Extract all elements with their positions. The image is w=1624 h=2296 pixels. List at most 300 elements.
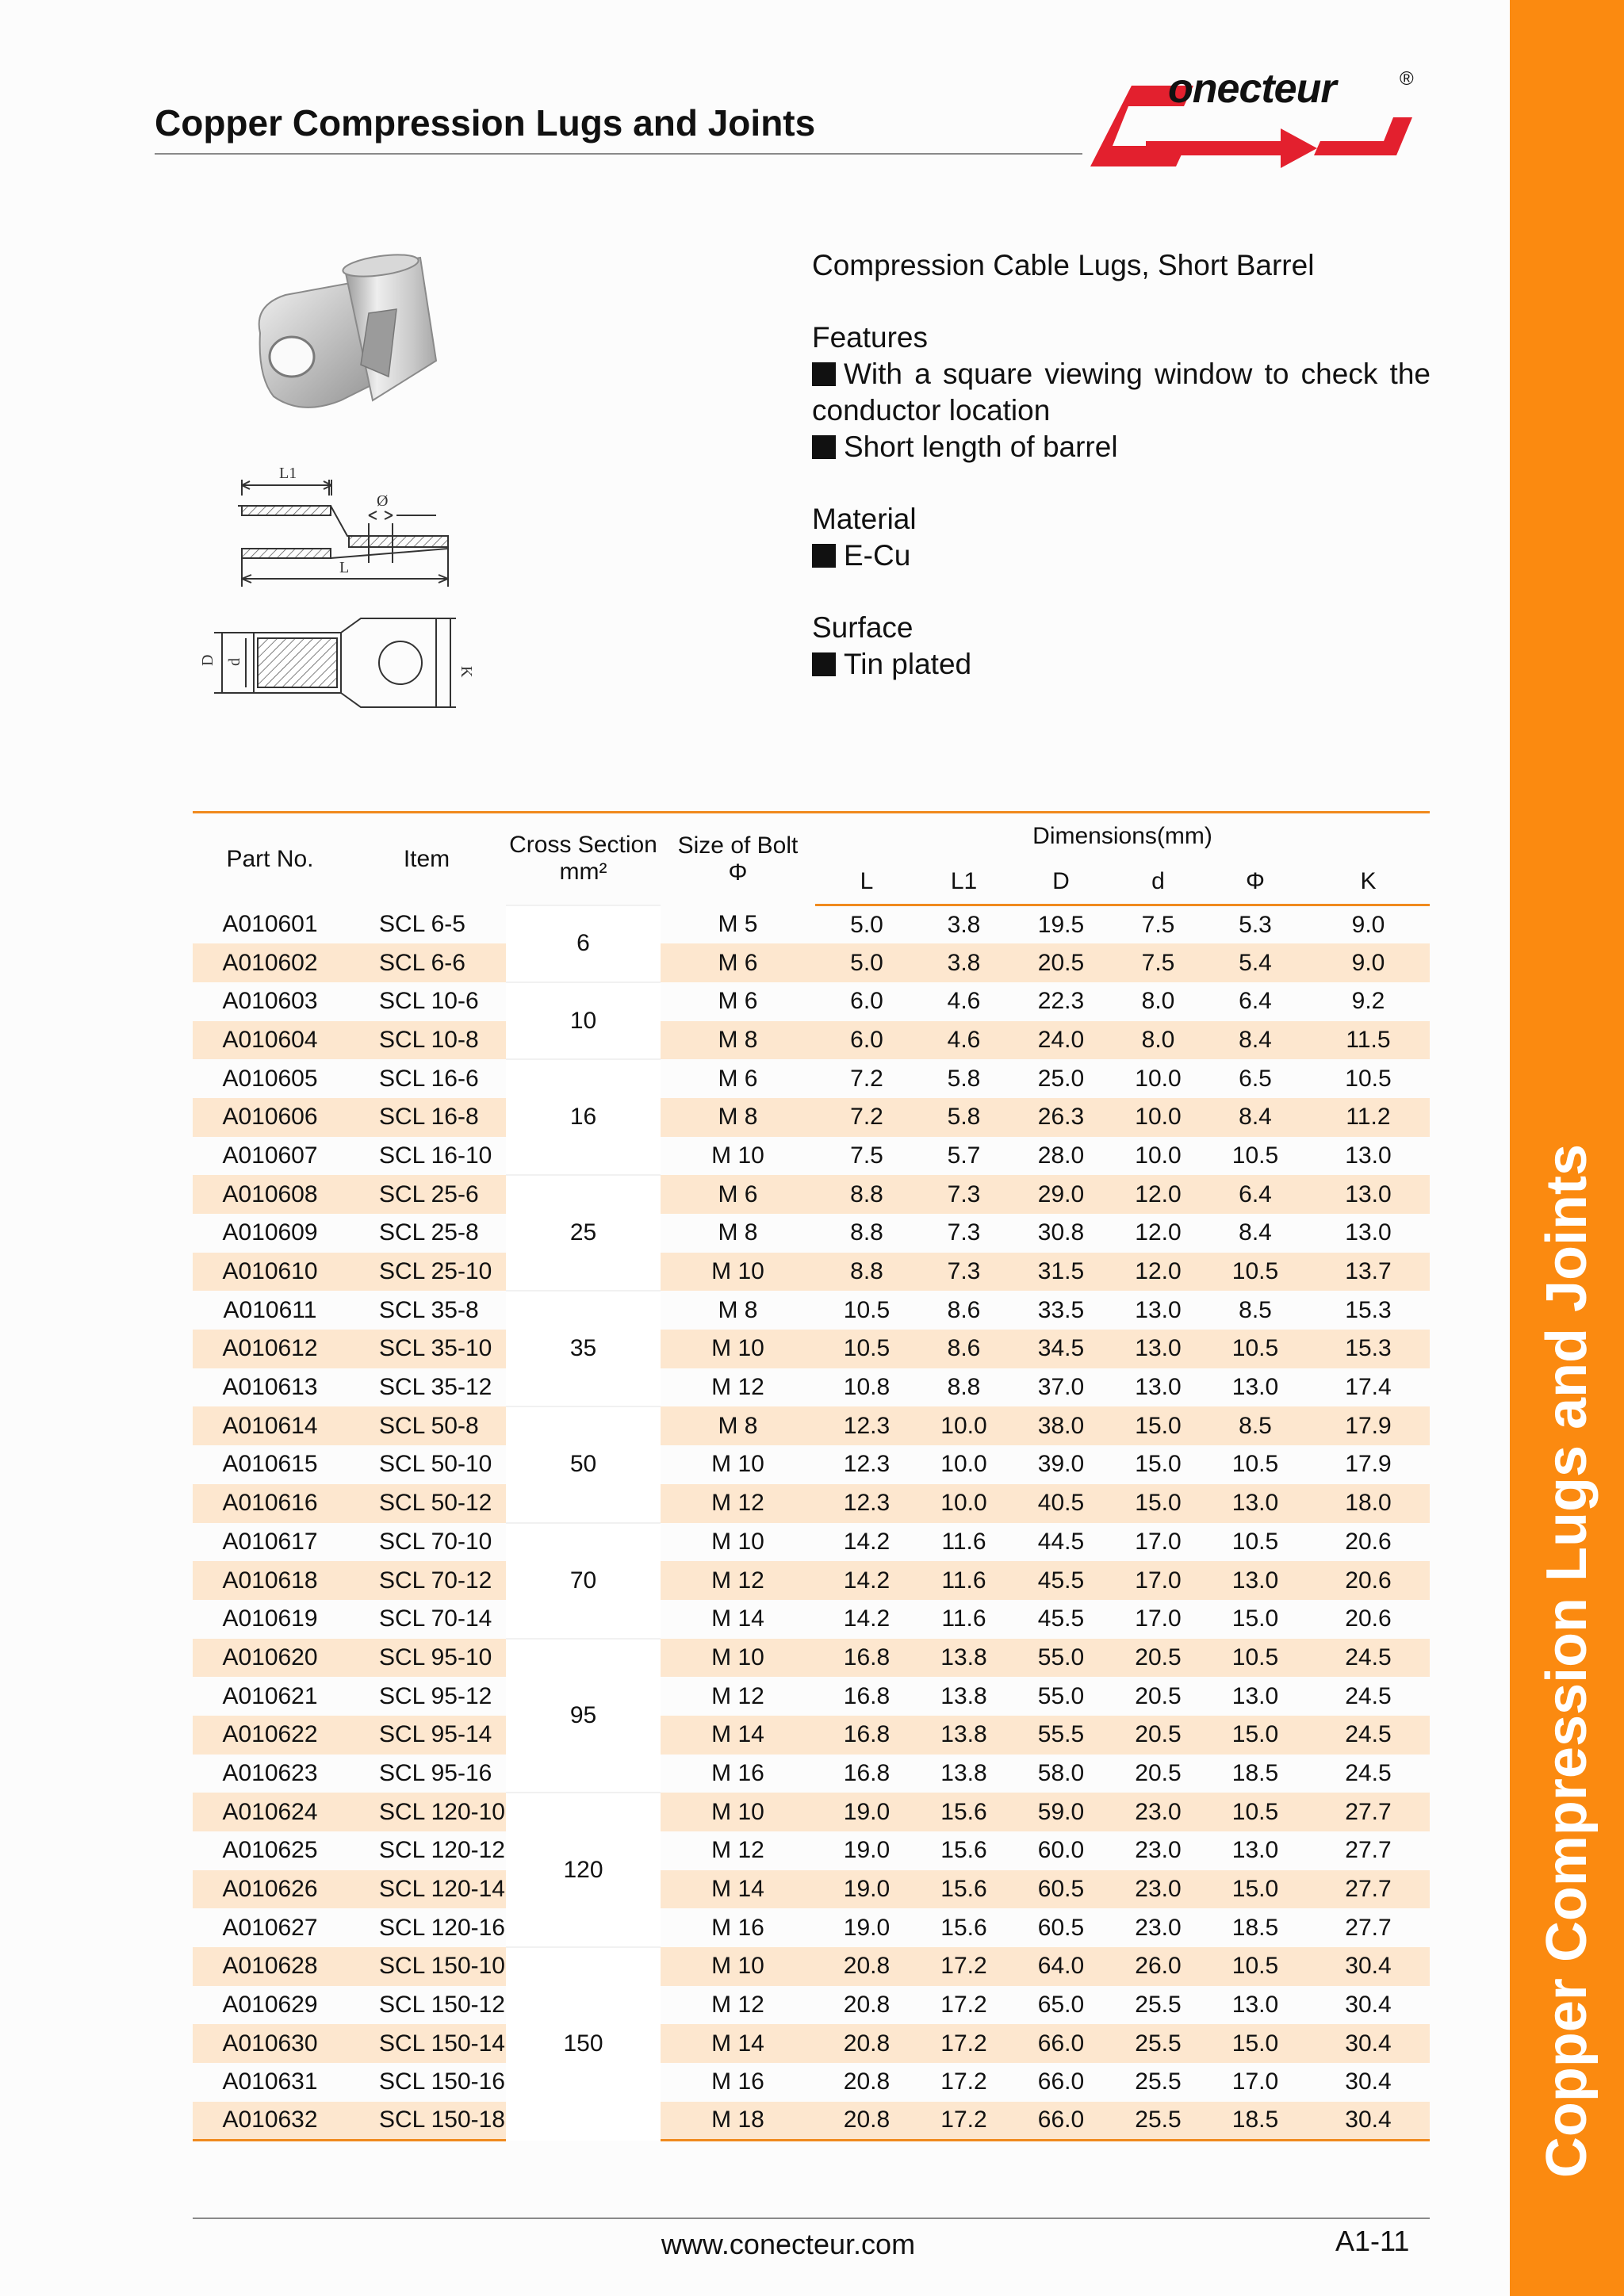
table-row (193, 1561, 1430, 1600)
table-row (193, 1059, 1430, 1098)
part-no-cell: A010632 (193, 2102, 347, 2141)
item-cell: SCL 35-10 (347, 1330, 506, 1368)
table-row (193, 943, 1430, 982)
l1-cell: 17.2 (940, 2068, 987, 2095)
l1-cell: 4.6 (947, 988, 981, 1015)
bolt-size-cell: M 18 (661, 2102, 815, 2141)
surface-item: Tin plated (812, 646, 1431, 683)
d-outer-cell: 66.0 (1037, 2068, 1085, 2095)
l-cell: 12.3 (843, 1451, 891, 1478)
part-no-cell: A010625 (222, 1837, 318, 1864)
d-inner-cell: 15.0 (1113, 1484, 1204, 1523)
l1-cell: 17.2 (940, 1992, 987, 2019)
phi-cell: 15.0 (1231, 1605, 1279, 1632)
l1-cell: 13.8 (918, 1716, 1009, 1755)
l1-cell: 7.3 (947, 1219, 981, 1246)
col-bolt-size: Size of Bolt Φ (661, 813, 815, 905)
l-cell: 5.0 (850, 911, 883, 938)
l1-cell: 13.8 (918, 1639, 1009, 1678)
top-view-drawing (214, 618, 456, 707)
part-no-cell: A010602 (193, 943, 347, 982)
k-cell: 11.5 (1307, 1021, 1430, 1060)
k-cell: 13.0 (1345, 1142, 1392, 1169)
l1-cell: 10.0 (918, 1406, 1009, 1445)
table-row (193, 1755, 1430, 1793)
item-cell: SCL 120-10 (347, 1793, 506, 1831)
part-no-cell: A010604 (193, 1021, 347, 1060)
part-no-cell: A010619 (222, 1605, 318, 1632)
table-row (193, 1986, 1430, 2025)
l1-cell: 7.3 (918, 1253, 1009, 1292)
table-row (193, 982, 1430, 1021)
bolt-size-cell: M 10 (661, 1639, 815, 1678)
l-cell: 5.0 (815, 943, 918, 982)
d-outer-cell: 59.0 (1009, 1793, 1113, 1831)
title-divider (155, 153, 1082, 155)
k-cell: 11.2 (1307, 1098, 1430, 1137)
page-title: Copper Compression Lugs and Joints (155, 102, 816, 144)
l-cell: 7.2 (850, 1065, 883, 1092)
d-outer-cell: 60.0 (1037, 1837, 1085, 1864)
l-cell: 12.3 (815, 1484, 918, 1523)
part-no-cell: A010611 (223, 1296, 317, 1323)
k-cell: 27.7 (1307, 1793, 1430, 1831)
d-outer-cell: 65.0 (1037, 1992, 1085, 2019)
k-cell: 30.4 (1307, 1947, 1430, 1986)
d-inner-cell: 10.0 (1113, 1098, 1204, 1137)
side-accent-bar (1510, 0, 1624, 2296)
phi-cell: 5.4 (1204, 943, 1307, 982)
surface-heading: Surface (812, 611, 914, 644)
item-cell: SCL 50-12 (347, 1484, 506, 1523)
part-no-cell: A010607 (222, 1142, 318, 1169)
feature-item: With a square viewing window to check the conductor location (812, 358, 1431, 427)
bolt-size-cell: M 12 (711, 1992, 764, 2019)
d-inner-cell: 26.0 (1113, 1947, 1204, 1986)
item-cell: SCL 35-8 (379, 1296, 479, 1323)
table-row (193, 1098, 1430, 1137)
item-cell: SCL 120-14 (347, 1870, 506, 1909)
d-inner-cell: 15.0 (1113, 1406, 1204, 1445)
bolt-size-cell: M 12 (711, 1837, 764, 1864)
d-inner-cell: 17.0 (1135, 1605, 1182, 1632)
item-cell: SCL 150-18 (347, 2102, 506, 2141)
l1-cell: 11.6 (941, 1528, 986, 1555)
label-l1: L1 (279, 465, 297, 482)
k-cell: 17.9 (1345, 1451, 1392, 1478)
d-outer-cell: 64.0 (1009, 1947, 1113, 1986)
col-part-no: Part No. (193, 813, 347, 905)
bolt-size-cell: M 6 (718, 1065, 758, 1092)
lug-photo (259, 251, 436, 407)
k-cell: 17.9 (1307, 1406, 1430, 1445)
d-outer-cell: 29.0 (1009, 1175, 1113, 1214)
cross-section-cell: 10 (506, 982, 661, 1059)
label-k: K (458, 666, 475, 678)
item-cell: SCL 150-12 (379, 1992, 505, 2019)
phi-cell: 15.0 (1204, 1716, 1307, 1755)
k-cell: 9.0 (1307, 943, 1430, 982)
l1-cell: 3.8 (947, 911, 981, 938)
item-cell: SCL 25-6 (347, 1175, 506, 1214)
item-cell: SCL 50-8 (347, 1406, 506, 1445)
phi-cell: 5.3 (1239, 911, 1272, 938)
d-inner-cell: 20.5 (1113, 1639, 1204, 1678)
d-outer-cell: 22.3 (1037, 988, 1085, 1015)
phi-cell: 13.0 (1231, 1682, 1279, 1709)
square-bullet-icon (812, 652, 836, 676)
surface-section (812, 610, 1431, 683)
item-cell: SCL 6-6 (347, 943, 506, 982)
item-cell: SCL 50-10 (379, 1451, 492, 1478)
part-no-cell: A010626 (193, 1870, 347, 1909)
table-row (193, 1291, 1430, 1330)
l1-cell: 17.2 (918, 2102, 1009, 2141)
l-cell: 19.0 (843, 1914, 891, 1941)
d-inner-cell: 8.0 (1141, 988, 1175, 1015)
cable-lug-drawing (199, 238, 611, 729)
d-outer-cell: 24.0 (1009, 1021, 1113, 1060)
table-row (193, 1214, 1430, 1253)
phi-cell: 8.4 (1204, 1021, 1307, 1060)
item-cell: SCL 6-5 (379, 910, 465, 937)
item-cell: SCL 10-6 (379, 988, 479, 1015)
l1-cell: 5.7 (947, 1142, 981, 1169)
table-row (193, 1793, 1430, 1831)
phi-cell: 18.5 (1204, 2102, 1307, 2141)
d-outer-cell: 45.5 (1037, 1605, 1085, 1632)
part-no-cell: A010627 (222, 1914, 318, 1941)
l1-cell: 8.8 (947, 1374, 981, 1401)
d-inner-cell: 25.5 (1113, 2102, 1204, 2141)
l1-cell: 5.8 (918, 1098, 1009, 1137)
d-inner-cell: 15.0 (1135, 1451, 1182, 1478)
bolt-size-cell: M 16 (711, 1759, 764, 1786)
l1-cell: 11.6 (918, 1561, 1009, 1600)
item-cell: SCL 16-6 (379, 1065, 479, 1092)
col-l: L (815, 860, 918, 905)
d-outer-cell: 19.5 (1037, 911, 1085, 938)
table-row (193, 1677, 1430, 1716)
cross-section-cell: 120 (506, 1793, 661, 1947)
phi-cell: 10.5 (1204, 1947, 1307, 1986)
table-row (193, 1831, 1430, 1870)
l1-cell: 11.6 (941, 1605, 986, 1632)
phi-cell: 13.0 (1231, 1374, 1279, 1401)
d-outer-cell: 55.5 (1009, 1716, 1113, 1755)
d-outer-cell: 20.5 (1009, 943, 1113, 982)
phi-cell: 8.4 (1204, 1098, 1307, 1137)
phi-cell: 13.0 (1231, 1837, 1279, 1864)
phi-cell: 6.4 (1239, 988, 1272, 1015)
k-cell: 24.5 (1345, 1682, 1392, 1709)
table-row (193, 1330, 1430, 1368)
l1-cell: 17.2 (918, 2024, 1009, 2063)
phi-cell: 10.5 (1231, 1142, 1279, 1169)
spec-table (193, 811, 1430, 2141)
l1-cell: 10.0 (940, 1451, 987, 1478)
col-d-outer: D (1009, 860, 1113, 905)
square-bullet-icon (812, 362, 836, 386)
item-cell: SCL 70-12 (347, 1561, 506, 1600)
cross-section-cell: 35 (506, 1291, 661, 1406)
table-row (193, 1175, 1430, 1214)
spec-table-body (193, 905, 1430, 2141)
phi-cell: 13.0 (1204, 1561, 1307, 1600)
k-cell: 13.0 (1307, 1175, 1430, 1214)
d-inner-cell: 12.0 (1135, 1219, 1182, 1246)
k-cell: 24.5 (1307, 1639, 1430, 1678)
l-cell: 16.8 (843, 1759, 891, 1786)
item-cell: SCL 25-8 (379, 1219, 479, 1246)
l1-cell: 4.6 (918, 1021, 1009, 1060)
d-inner-cell: 8.0 (1113, 1021, 1204, 1060)
d-outer-cell: 38.0 (1009, 1406, 1113, 1445)
phi-cell: 13.0 (1204, 1484, 1307, 1523)
k-cell: 24.5 (1345, 1759, 1392, 1786)
l-cell: 8.8 (815, 1175, 918, 1214)
bolt-size-cell: M 8 (661, 1098, 815, 1137)
label-l: L (339, 559, 350, 576)
bolt-size-cell: M 10 (661, 1793, 815, 1831)
bolt-size-cell: M 6 (661, 943, 815, 982)
feature-item: Short length of barrel (812, 429, 1431, 465)
d-inner-cell: 23.0 (1135, 1914, 1182, 1941)
k-cell: 9.2 (1351, 988, 1385, 1015)
bolt-size-cell: M 10 (711, 1528, 764, 1555)
bolt-size-cell: M 14 (661, 1716, 815, 1755)
l-cell: 8.8 (850, 1219, 883, 1246)
phi-cell: 15.0 (1204, 1870, 1307, 1909)
l-cell: 20.8 (843, 1992, 891, 2019)
d-inner-cell: 10.0 (1135, 1142, 1182, 1169)
part-no-cell: A010608 (193, 1175, 347, 1214)
part-no-cell: A010601 (222, 910, 318, 937)
d-inner-cell: 23.0 (1135, 1837, 1182, 1864)
part-no-cell: A010623 (222, 1759, 318, 1786)
d-inner-cell: 13.0 (1113, 1330, 1204, 1368)
d-inner-cell: 13.0 (1135, 1296, 1182, 1323)
l1-cell: 7.3 (918, 1175, 1009, 1214)
item-cell: SCL 35-12 (379, 1374, 492, 1401)
table-row (193, 1600, 1430, 1639)
table-row (193, 1253, 1430, 1292)
phi-cell: 6.5 (1239, 1065, 1272, 1092)
table-row (193, 1908, 1430, 1947)
item-cell: SCL 150-10 (347, 1947, 506, 1986)
table-row (193, 2024, 1430, 2063)
bolt-size-cell: M 10 (661, 1947, 815, 1986)
phi-cell: 10.5 (1204, 1639, 1307, 1678)
label-d-outer: D (199, 654, 216, 666)
d-inner-cell: 23.0 (1113, 1870, 1204, 1909)
d-outer-cell: 31.5 (1009, 1253, 1113, 1292)
k-cell: 20.6 (1307, 1561, 1430, 1600)
d-outer-cell: 33.5 (1037, 1296, 1085, 1323)
bolt-size-cell: M 8 (718, 1296, 758, 1323)
item-cell: SCL 16-10 (379, 1142, 492, 1169)
table-row (193, 1406, 1430, 1445)
d-inner-cell: 25.5 (1113, 2024, 1204, 2063)
l-cell: 20.8 (815, 2024, 918, 2063)
k-cell: 20.6 (1345, 1528, 1392, 1555)
bolt-size-cell: M 10 (661, 1330, 815, 1368)
part-no-cell: A010613 (222, 1374, 318, 1401)
l1-cell: 10.0 (918, 1484, 1009, 1523)
item-cell: SCL 95-10 (347, 1639, 506, 1678)
table-row (193, 1021, 1430, 1060)
k-cell: 30.4 (1345, 1992, 1392, 2019)
d-inner-cell: 12.0 (1113, 1253, 1204, 1292)
part-no-cell: A010603 (222, 988, 318, 1015)
material-item: E-Cu (812, 538, 1431, 574)
part-no-cell: A010620 (193, 1639, 347, 1678)
bolt-size-cell: M 12 (661, 1561, 815, 1600)
d-inner-cell: 7.5 (1141, 911, 1175, 938)
item-cell: SCL 70-14 (379, 1605, 492, 1632)
product-illustration (199, 238, 611, 729)
part-no-cell: A010610 (193, 1253, 347, 1292)
part-no-cell: A010624 (193, 1793, 347, 1831)
l1-cell: 5.8 (947, 1065, 981, 1092)
item-cell: SCL 95-16 (379, 1759, 492, 1786)
table-row (193, 1870, 1430, 1909)
phi-cell: 10.5 (1231, 1528, 1279, 1555)
d-outer-cell: 60.5 (1009, 1870, 1113, 1909)
d-inner-cell: 10.0 (1135, 1065, 1182, 1092)
l1-cell: 8.6 (947, 1296, 981, 1323)
col-phi: Φ (1204, 860, 1307, 905)
table-row (193, 1137, 1430, 1176)
table-row (193, 905, 1430, 944)
item-cell: SCL 120-12 (379, 1837, 505, 1864)
l-cell: 14.2 (843, 1528, 891, 1555)
square-bullet-icon (812, 544, 836, 568)
l-cell: 14.2 (815, 1561, 918, 1600)
part-no-cell: A010612 (193, 1330, 347, 1368)
d-outer-cell: 45.5 (1009, 1561, 1113, 1600)
product-info (812, 247, 1431, 718)
l-cell: 19.0 (815, 1793, 918, 1831)
d-outer-cell: 26.3 (1009, 1098, 1113, 1137)
l1-cell: 3.8 (918, 943, 1009, 982)
table-row (193, 1445, 1430, 1484)
d-outer-cell: 60.5 (1037, 1914, 1085, 1941)
part-no-cell: A010606 (193, 1098, 347, 1137)
d-outer-cell: 39.0 (1037, 1451, 1085, 1478)
table-row (193, 2102, 1430, 2141)
brand-logo (1082, 63, 1415, 174)
d-inner-cell: 7.5 (1113, 943, 1204, 982)
phi-cell: 18.5 (1231, 1759, 1279, 1786)
registered-mark: ® (1400, 68, 1414, 90)
table-row (193, 1523, 1430, 1562)
part-no-cell: A010628 (193, 1947, 347, 1986)
k-cell: 18.0 (1307, 1484, 1430, 1523)
d-inner-cell: 25.5 (1135, 1992, 1182, 2019)
phi-cell: 6.4 (1204, 1175, 1307, 1214)
cross-section-cell: 16 (506, 1059, 661, 1175)
d-inner-cell: 20.5 (1135, 1682, 1182, 1709)
d-inner-cell: 23.0 (1113, 1793, 1204, 1831)
l-cell: 14.2 (843, 1605, 891, 1632)
l1-cell: 15.6 (918, 1793, 1009, 1831)
d-inner-cell: 20.5 (1113, 1716, 1204, 1755)
part-no-cell: A010630 (193, 2024, 347, 2063)
k-cell: 13.7 (1307, 1253, 1430, 1292)
cross-section-cell: 6 (506, 905, 661, 982)
l-cell: 10.8 (843, 1374, 891, 1401)
part-no-cell: A010617 (222, 1528, 318, 1555)
product-name: Compression Cable Lugs, Short Barrel (812, 249, 1315, 281)
k-cell: 9.0 (1351, 911, 1385, 938)
d-outer-cell: 58.0 (1037, 1759, 1085, 1786)
l-cell: 8.8 (815, 1253, 918, 1292)
phi-cell: 10.5 (1204, 1330, 1307, 1368)
phi-cell: 10.5 (1231, 1451, 1279, 1478)
item-cell: SCL 95-12 (379, 1682, 492, 1709)
item-cell: SCL 16-8 (347, 1098, 506, 1137)
material-heading: Material (812, 503, 917, 535)
d-outer-cell: 55.0 (1009, 1639, 1113, 1678)
l-cell: 6.0 (815, 1021, 918, 1060)
bolt-size-cell: M 10 (711, 1142, 764, 1169)
phi-cell: 8.5 (1204, 1406, 1307, 1445)
phi-cell: 8.5 (1239, 1296, 1272, 1323)
l-cell: 10.5 (815, 1330, 918, 1368)
bolt-size-cell: M 10 (661, 1253, 815, 1292)
k-cell: 27.7 (1345, 1914, 1392, 1941)
cross-section-cell: 150 (506, 1947, 661, 2140)
part-no-cell: A010609 (222, 1219, 318, 1246)
cross-section-cell: 25 (506, 1175, 661, 1291)
phi-cell: 13.0 (1231, 1992, 1279, 2019)
l-cell: 7.5 (850, 1142, 883, 1169)
d-inner-cell: 17.0 (1135, 1528, 1182, 1555)
k-cell: 10.5 (1345, 1065, 1392, 1092)
phi-cell: 10.5 (1204, 1793, 1307, 1831)
part-no-cell: A010622 (193, 1716, 347, 1755)
bolt-size-cell: M 6 (718, 988, 758, 1015)
k-cell: 30.4 (1307, 2024, 1430, 2063)
k-cell: 20.6 (1345, 1605, 1392, 1632)
table-row (193, 1639, 1430, 1678)
col-cross-section: Cross Section mm² (506, 813, 661, 905)
part-no-cell: A010616 (193, 1484, 347, 1523)
l-cell: 10.5 (843, 1296, 891, 1323)
cross-section-cell: 95 (506, 1639, 661, 1793)
col-dimensions: Dimensions(mm) (815, 813, 1430, 860)
l-cell: 20.8 (843, 2068, 891, 2095)
l1-cell: 15.6 (918, 1870, 1009, 1909)
item-cell: SCL 10-8 (347, 1021, 506, 1060)
bolt-size-cell: M 8 (661, 1406, 815, 1445)
bolt-size-cell: M 14 (711, 1605, 764, 1632)
k-cell: 30.4 (1345, 2068, 1392, 2095)
label-phi: Ø (377, 492, 389, 510)
d-inner-cell: 17.0 (1113, 1561, 1204, 1600)
l-cell: 7.2 (815, 1098, 918, 1137)
part-no-cell: A010629 (222, 1992, 318, 2019)
phi-cell: 10.5 (1204, 1253, 1307, 1292)
l-cell: 16.8 (815, 1716, 918, 1755)
col-k: K (1307, 860, 1430, 905)
l-cell: 16.8 (843, 1682, 891, 1709)
features-heading: Features (812, 321, 929, 354)
d-inner-cell: 12.0 (1113, 1175, 1204, 1214)
bolt-size-cell: M 12 (661, 1484, 815, 1523)
l1-cell: 8.6 (918, 1330, 1009, 1368)
